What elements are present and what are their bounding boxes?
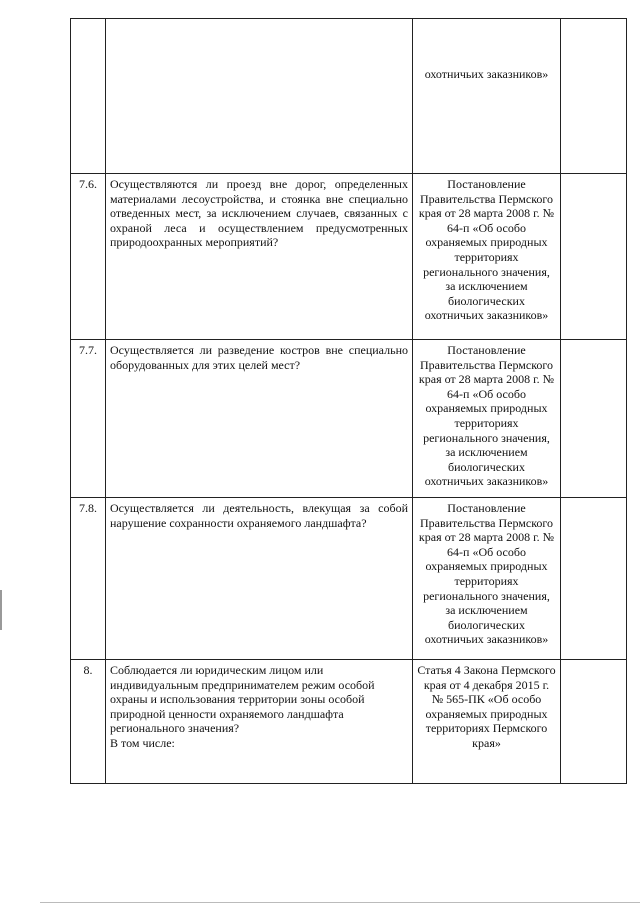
row-number: 7.7. (71, 340, 106, 498)
table-row (71, 498, 627, 660)
question-subheading: В том числе: (110, 735, 175, 750)
question-cell (106, 340, 413, 498)
row-number: 7.8. (71, 498, 106, 660)
answer-cell (561, 19, 627, 174)
question-text: Осуществляются ли проезд вне дорог, определенных материалами лесоустройства, и стоянка вне специально отведенных мест, за исключением случаев, связанных с охраной леса и осуществлением предусмотренных природоохранных мероприятий? (110, 177, 408, 250)
question-cell (106, 660, 413, 784)
legal-reference: охотничьих заказников» (413, 19, 561, 174)
legal-reference: Постановление Правительства Пермского края от 28 марта 2008 г. № 64-п «Об особо охраняемых природных территориях регионального значения, за исключением биологических охотничьих заказников» (413, 340, 561, 498)
question-text: Соблюдается ли юридическим лицом или индивидуальным предпринимателем режим особой охраны и использования территории зоны особой природной ценности охраняемого ландшафта регионального значения? (110, 663, 375, 736)
answer-cell (561, 174, 627, 340)
question-text: Осуществляется ли разведение костров вне специально оборудованных для этих целей мест? (110, 343, 408, 372)
table-row (71, 340, 627, 498)
scan-bottom-edge (40, 902, 640, 903)
row-number: 7.6. (71, 174, 106, 340)
legal-reference: Постановление Правительства Пермского края от 28 марта 2008 г. № 64-п «Об особо охраняемых природных территориях регионального значения, за исключением биологических охотничьих заказников» (413, 498, 561, 660)
answer-cell (561, 498, 627, 660)
table-row (71, 19, 627, 174)
question-cell (106, 19, 413, 174)
answer-cell (561, 660, 627, 784)
question-text: Осуществляется ли деятельность, влекущая за собой нарушение сохранности охраняемого ландшафта? (110, 501, 408, 530)
legal-reference: Статья 4 Закона Пермского края от 4 декабря 2015 г. № 565-ПК «Об особо охраняемых природных территориях Пермского края» (413, 660, 561, 784)
question-cell (106, 174, 413, 340)
table-row (71, 660, 627, 784)
row-number (71, 19, 106, 174)
answer-cell (561, 340, 627, 498)
table-row (71, 174, 627, 340)
legal-reference: Постановление Правительства Пермского края от 28 марта 2008 г. № 64-п «Об особо охраняемых природных территориях регионального значения, за исключением биологических охотничьих заказников» (413, 174, 561, 340)
row-number: 8. (71, 660, 106, 784)
question-cell (106, 498, 413, 660)
scan-edge-mark (0, 590, 2, 630)
checklist-table (70, 18, 627, 784)
